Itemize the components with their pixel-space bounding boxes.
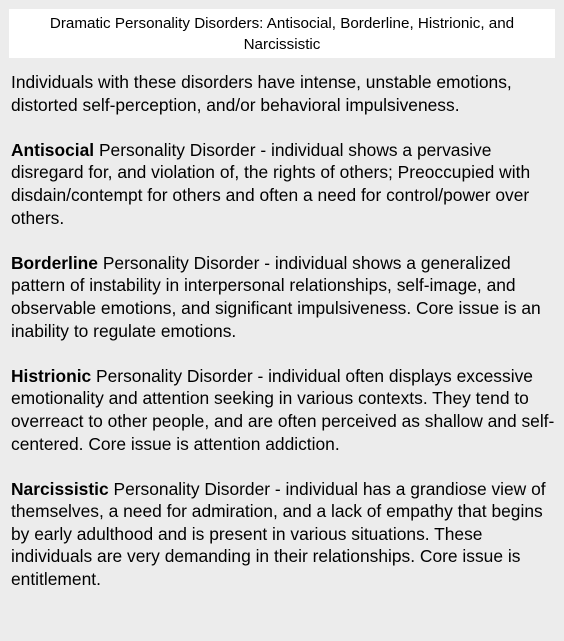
- description-borderline: Personality Disorder - individual shows a generalized pattern of instability in interpersonal relationships, self-image, and observable emotions, and significant impulsiveness. Core issue is an inability to regulate emotions.: [11, 252, 541, 341]
- title-line-1: Dramatic Personality Disorders: Antisocial, Borderline, Histrionic, and: [49, 15, 515, 32]
- term-antisocial: Antisocial: [11, 139, 95, 160]
- section-antisocial: [11, 139, 556, 229]
- term-borderline: Borderline: [11, 252, 98, 273]
- section-histrionic: [11, 365, 556, 455]
- intro-paragraph: Individuals with these disorders have intense, unstable emotions, distorted self-perception, and/or behavioral impulsiveness.: [11, 72, 512, 115]
- content-body: [11, 71, 556, 613]
- description-histrionic: Personality Disorder - individual often displays excessive emotionality and attention seeking in various contexts. They tend to overreact to other people, and are often perceived as shallow and self-centered. Core issue is attention addiction.: [11, 365, 555, 454]
- description-antisocial: Personality Disorder - individual shows a pervasive disregard for, and violation of, the rights of others; Preoccupied with disdain/contempt for others and often a need for control/power over others.: [11, 139, 531, 228]
- section-narcissistic: [11, 478, 556, 591]
- description-narcissistic: Personality Disorder - individual has a grandiose view of themselves, a need for admiration, and a lack of empathy that begins by early adulthood and is present in various situations. These individuals are very demanding in their relationships. Core issue is entitlement.: [11, 478, 546, 590]
- title-box: [9, 9, 555, 58]
- term-histrionic: Histrionic: [11, 365, 92, 386]
- section-borderline: [11, 252, 556, 342]
- term-narcissistic: Narcissistic: [11, 478, 109, 499]
- title-line-2: Narcissistic: [243, 36, 321, 53]
